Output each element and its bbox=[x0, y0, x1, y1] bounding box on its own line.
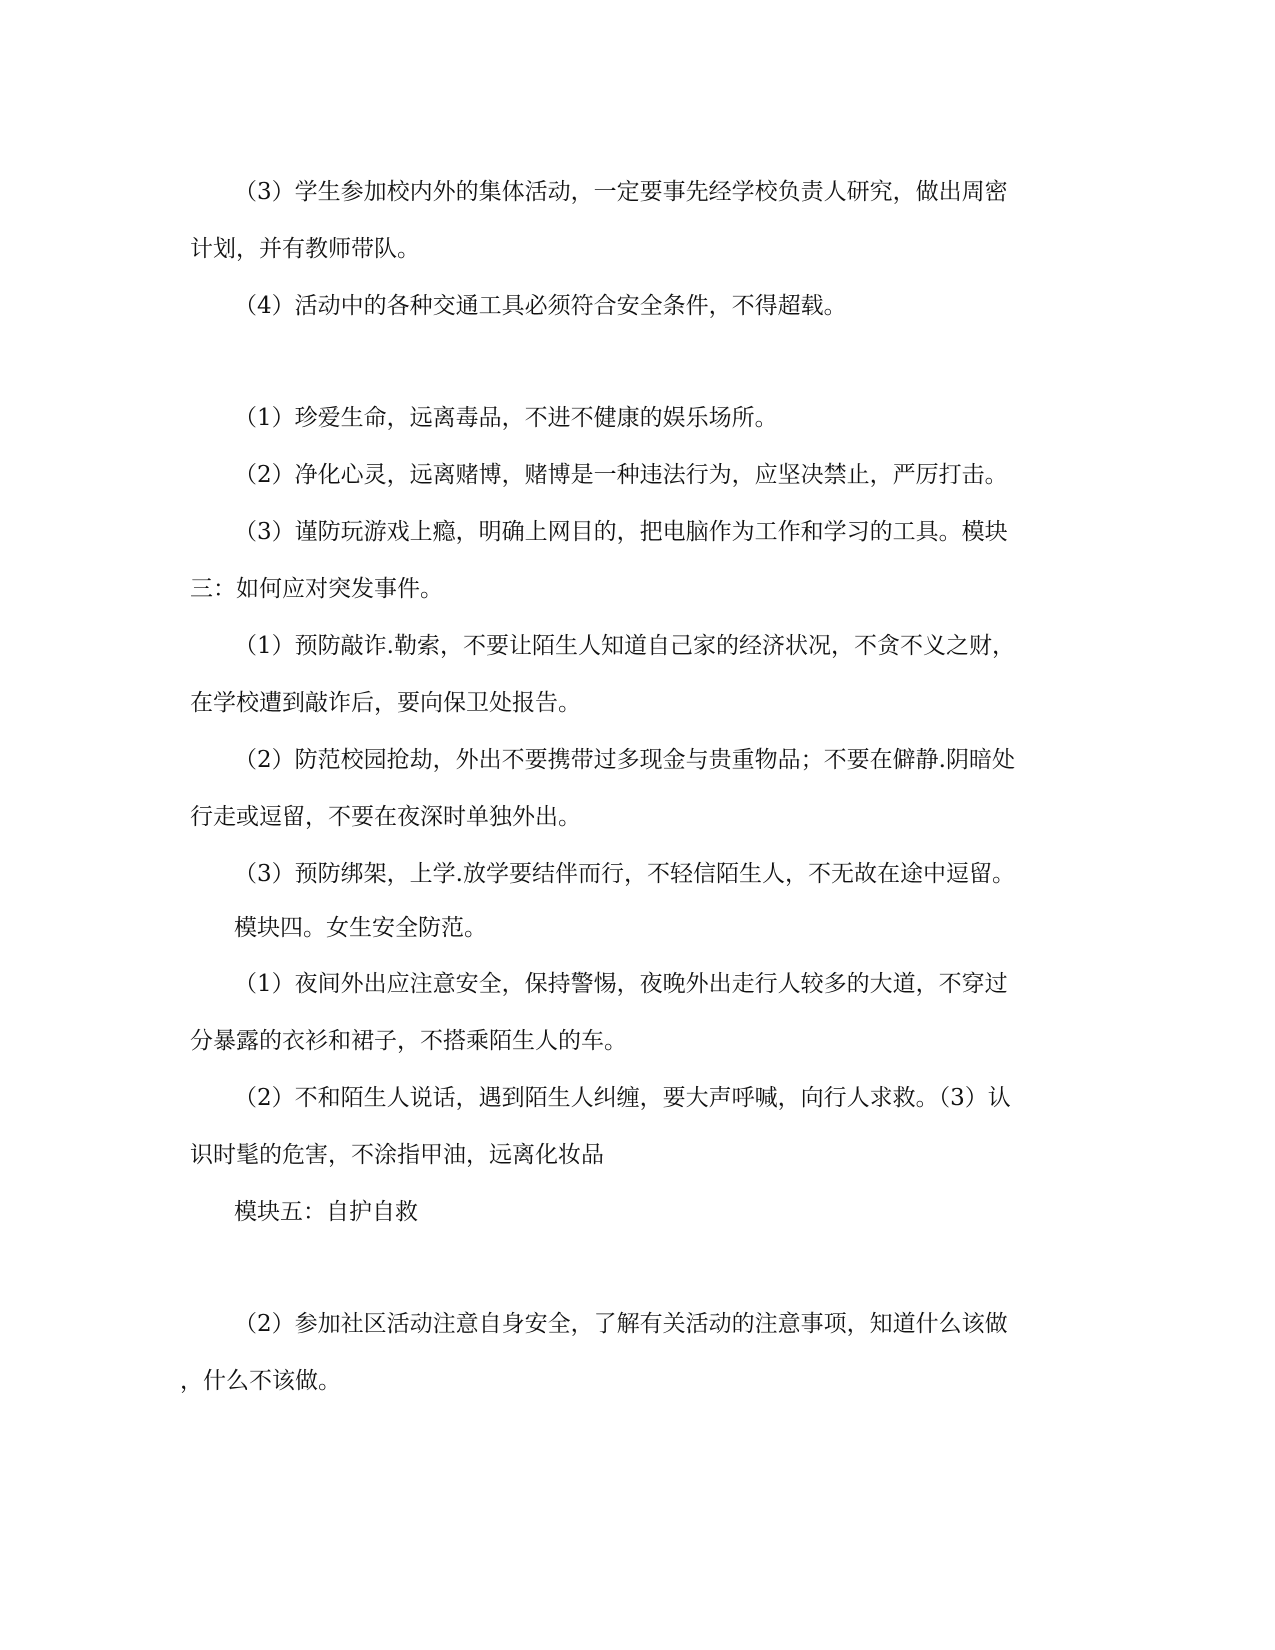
section-heading: 模块五：自护自救 bbox=[234, 1199, 418, 1225]
paragraph-line: （2）防范校园抢劫，外出不要携带过多现金与贵重物品；不要在僻静.阴暗处 bbox=[234, 747, 1015, 773]
paragraph-line: （1）夜间外出应注意安全，保持警惕，夜晚外出走行人较多的大道，不穿过 bbox=[234, 971, 1008, 997]
paragraph-line: 行走或逗留，不要在夜深时单独外出。 bbox=[190, 804, 581, 830]
paragraph-line: 识时髦的危害，不涂指甲油，远离化妆品 bbox=[190, 1142, 604, 1168]
paragraph-line: 分暴露的衣衫和裙子，不搭乘陌生人的车。 bbox=[190, 1028, 627, 1054]
paragraph-line: （3）学生参加校内外的集体活动，一定要事先经学校负责人研究，做出周密 bbox=[234, 179, 1008, 205]
paragraph-line: （2）净化心灵，远离赌博，赌博是一种违法行为，应坚决禁止，严厉打击。 bbox=[234, 462, 1008, 488]
paragraph-line: 计划，并有教师带队。 bbox=[190, 236, 420, 262]
paragraph-line: （4）活动中的各种交通工具必须符合安全条件，不得超载。 bbox=[234, 293, 847, 319]
paragraph-line: （1）预防敲诈.勒索，不要让陌生人知道自己家的经济状况，不贪不义之财， bbox=[234, 633, 1015, 659]
paragraph-line: 在学校遭到敲诈后，要向保卫处报告。 bbox=[190, 690, 581, 716]
paragraph-line: ，什么不该做。 bbox=[180, 1368, 341, 1394]
paragraph-line: 三：如何应对突发事件。 bbox=[190, 576, 443, 602]
paragraph-line: （2）不和陌生人说话，遇到陌生人纠缠，要大声呼喊，向行人求救。（3）认 bbox=[234, 1085, 1011, 1111]
paragraph-line: （2）参加社区活动注意自身安全，了解有关活动的注意事项，知道什么该做 bbox=[234, 1311, 1008, 1337]
section-heading: 模块四。女生安全防范。 bbox=[234, 915, 487, 941]
paragraph-line: （1）珍爱生命，远离毒品，不进不健康的娱乐场所。 bbox=[234, 405, 778, 431]
paragraph-line: （3）谨防玩游戏上瘾，明确上网目的，把电脑作为工作和学习的工具。模块 bbox=[234, 519, 1008, 545]
paragraph-line: （3）预防绑架，上学.放学要结伴而行，不轻信陌生人，不无故在途中逗留。 bbox=[234, 861, 1015, 887]
